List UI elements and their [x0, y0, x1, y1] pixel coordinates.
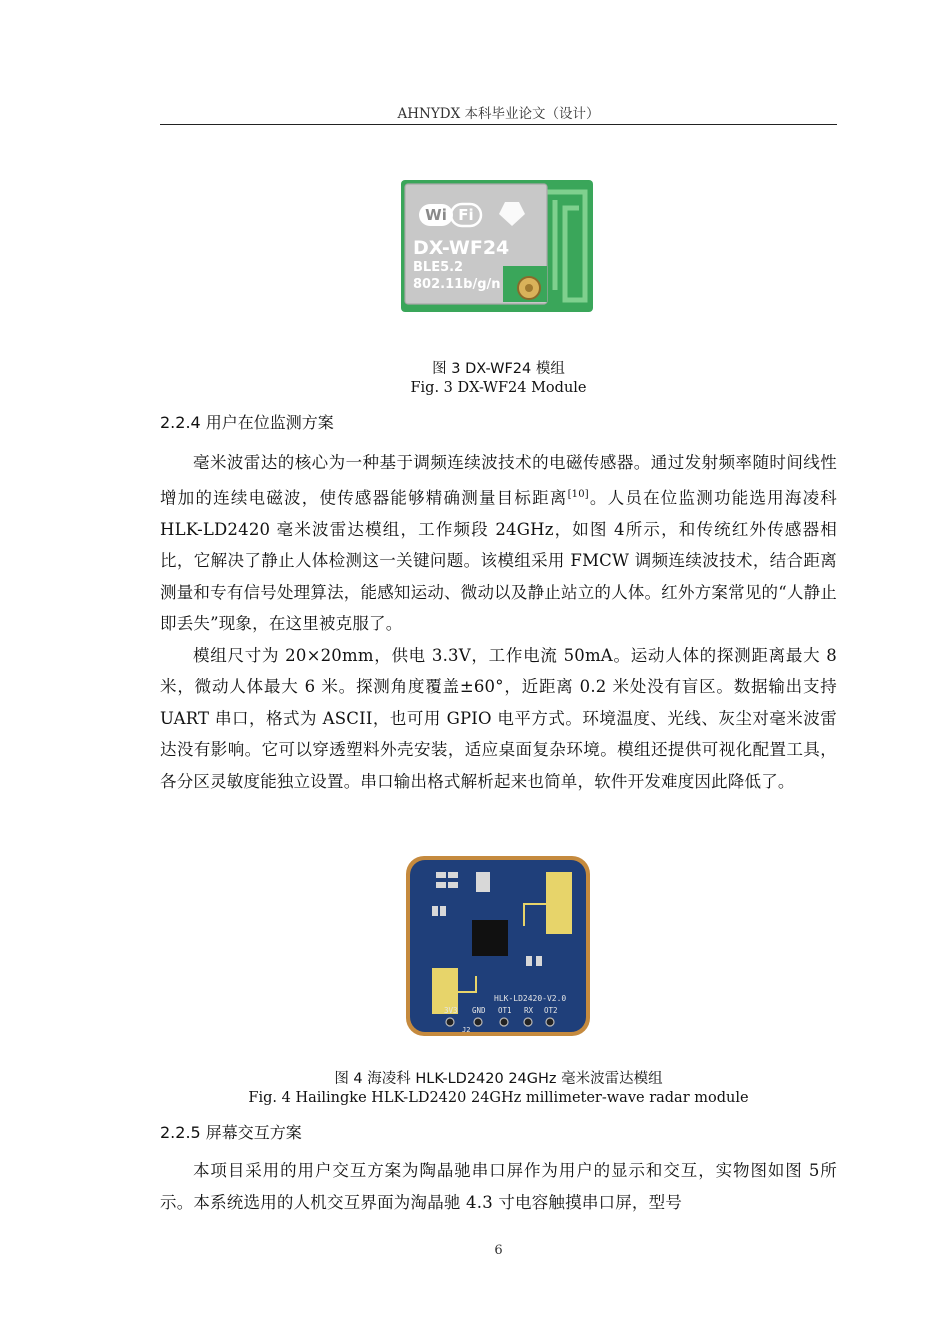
module-ble-text: BLE5.2 [413, 260, 464, 275]
pin-label: GND [472, 1006, 486, 1015]
pin-label: OT2 [544, 1006, 558, 1015]
section-2-2-4-body [160, 447, 837, 797]
module-model-text: DX-WF24 [413, 237, 510, 259]
wifi-logo-left: Wi [425, 206, 447, 224]
wifi-logo-right: Fi [458, 206, 474, 224]
paragraph-2: 模组尺寸为 20×20mm，供电 3.3V，工作电流 50mA。运动人体的探测距离最大 8 米，微动人体最大 6 米。探测角度覆盖±60°，近距离 0.2 米处没有盲区。数据输出支持 UART 串口，格式为 ASCII，也可用 GPIO 电平方式。环境温度、光线、灰尘对毫米波雷达没有影响。它可以穿透塑料外壳安装，适应桌面复杂环境。模组还提供可视化配置工具，各分区灵敏度能独立设置。串口输出格式解析起来也简单，软件开发难度因此降低了。 [160, 645, 837, 791]
page-number: 6 [494, 1243, 503, 1258]
section-heading-2-2-5: 2.2.5 屏幕交互方案 [160, 1123, 302, 1142]
figure3-caption-en: Fig. 3 DX-WF24 Module [410, 380, 587, 396]
figure3-caption-cn: 图 3 DX-WF24 模组 [432, 361, 565, 377]
section-2-2-5-body [160, 1155, 837, 1218]
radar-module-image [406, 856, 590, 1036]
header-rule [160, 124, 837, 125]
figure4-caption-cn: 图 4 海凌科 HLK-LD2420 24GHz 毫米波雷达模组 [334, 1071, 663, 1087]
citation-ref: [10] [567, 488, 589, 500]
paragraph-1: 毫米波雷达的核心为一种基于调频连续波技术的电磁传感器。通过发射频率随时间线性增加的连续电磁波，使传感器能够精确测量目标距离[10]。人员在位监测功能选用海凌科 HLK-LD2420 毫米波雷达模组，工作频段 24GHz，如图 4所示，和传统红外传感器相比，它解决了静止人体检测这一关键问题。该模组采用 FMCW 调频连续波技术，结合距离测量和专有信号处理算法，能感知运动、微动以及静止站立的人体。红外方案常见的“人静止即丢失”现象，在这里被克服了。 [160, 453, 837, 633]
j2-label: J2 [462, 1026, 471, 1034]
section-heading-2-2-4: 2.2.4 用户在位监测方案 [160, 413, 334, 432]
pin-label: 3V3 [444, 1006, 458, 1015]
paragraph-3: 本项目采用的用户交互方案为陶晶驰串口屏作为用户的显示和交互，实物图如图 5所示。本系统选用的人机交互界面为淘晶驰 4.3 寸电容触摸串口屏，型号 [160, 1161, 837, 1212]
figure4-caption-en: Fig. 4 Hailingke HLK-LD2420 24GHz millimeter-wave radar module [248, 1090, 749, 1106]
pin-label: RX [524, 1006, 534, 1015]
running-header: AHNYDX 本科毕业论文（设计） [397, 106, 600, 122]
board-label: HLK-LD2420-V2.0 [494, 994, 567, 1003]
pin-label: OT1 [498, 1006, 512, 1015]
wifi-module-image [401, 180, 593, 312]
module-std-text: 802.11b/g/n [413, 277, 501, 292]
radar-chip-icon [472, 920, 508, 956]
